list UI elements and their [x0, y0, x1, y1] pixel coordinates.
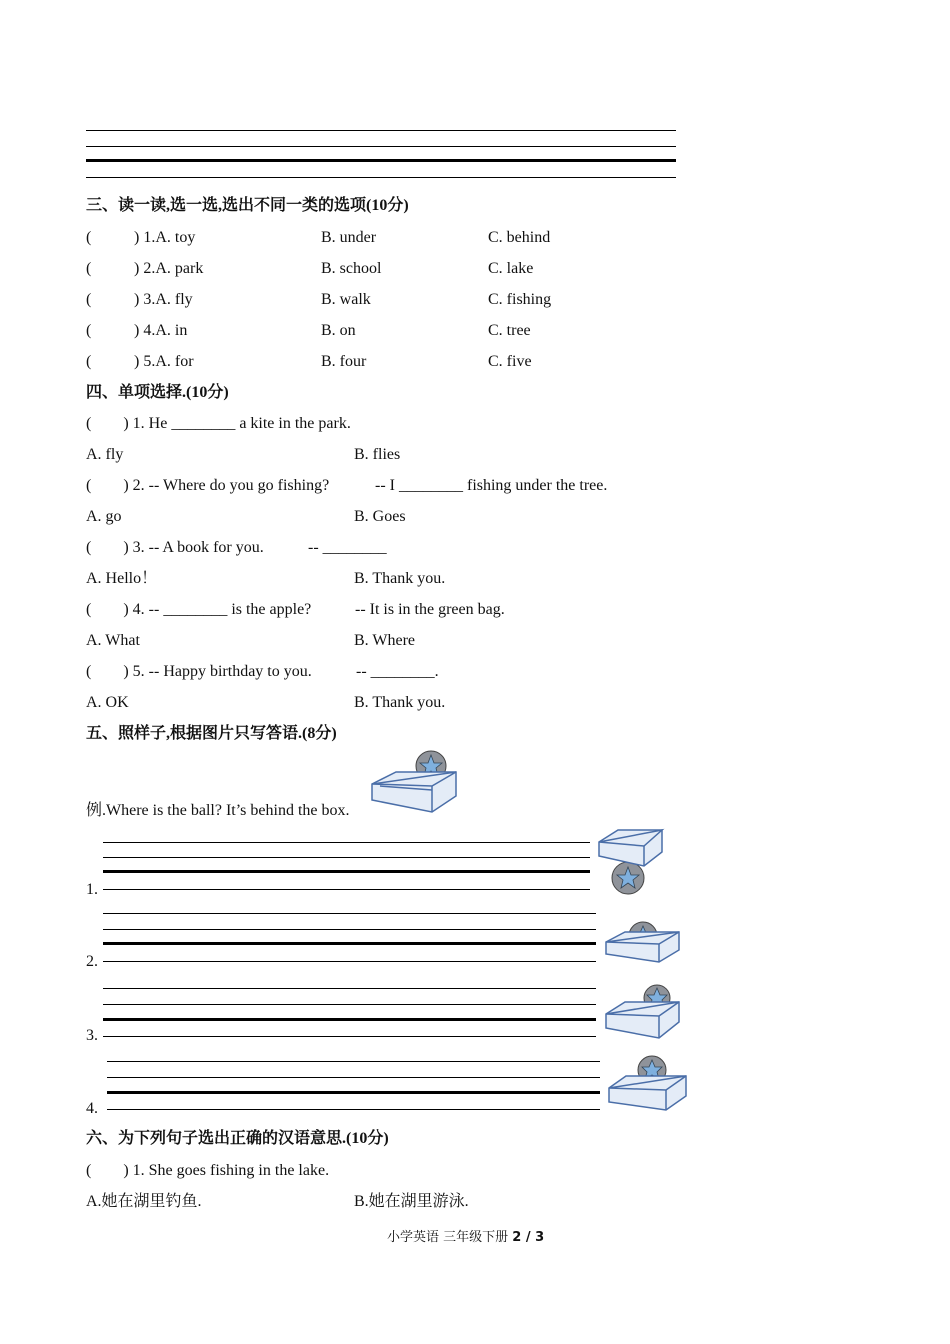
option-a: ) 3.A. fly [134, 291, 193, 308]
footer-label: 小学英语 三年级下册 [387, 1230, 513, 1245]
writing-line [107, 1061, 600, 1062]
choice-a: A. Hello！ [86, 570, 158, 587]
item-number-4: 4. [86, 1100, 98, 1117]
answer-paren[interactable]: ( [86, 229, 92, 246]
question-5: ( ) 5. -- Happy birthday to you. [86, 663, 312, 680]
ball-on-box-image [606, 1054, 690, 1114]
option-c: C. fishing [488, 291, 552, 308]
option-b: B. on [321, 322, 356, 339]
answer-paren[interactable]: ( [86, 291, 92, 308]
writing-line [103, 988, 596, 989]
option-c: C. tree [488, 322, 531, 339]
choice-b: B. flies [354, 446, 401, 463]
item-number-3: 3. [86, 1027, 98, 1044]
choice-a: A. What [86, 632, 140, 649]
option-a: ) 4.A. in [134, 322, 188, 339]
writing-line [103, 913, 596, 914]
question-5-reply: -- ________. [356, 663, 439, 680]
choice-b: B. Thank you. [354, 694, 446, 711]
choice-b: B. Goes [354, 508, 406, 525]
option-b: B. walk [321, 291, 371, 308]
writing-line [86, 146, 676, 147]
item-number-2: 2. [86, 953, 98, 970]
choice-a: A. fly [86, 446, 124, 463]
writing-line [86, 130, 676, 131]
ball-behind-box-image [603, 984, 683, 1042]
answer-paren[interactable]: ( [86, 322, 92, 339]
writing-line[interactable] [103, 942, 596, 945]
writing-line [86, 177, 676, 178]
writing-line [86, 159, 676, 162]
writing-line[interactable] [103, 1018, 596, 1021]
question-1: ( ) 1. He ________ a kite in the park. [86, 415, 351, 432]
writing-line [103, 961, 596, 962]
writing-line [103, 889, 590, 890]
choice-b: B.她在湖里游泳. [354, 1193, 469, 1210]
option-a: ) 2.A. park [134, 260, 204, 277]
item-number-1: 1. [86, 881, 98, 898]
question-4-reply: -- It is in the green bag. [355, 601, 505, 618]
answer-paren[interactable]: ( [86, 353, 92, 370]
question-2-reply: -- I ________ fishing under the tree. [375, 477, 608, 494]
option-c: C. five [488, 353, 532, 370]
option-b: B. under [321, 229, 377, 246]
choice-b: B. Where [354, 632, 416, 649]
question-3: ( ) 3. -- A book for you. [86, 539, 264, 556]
writing-line [103, 1036, 596, 1037]
writing-line [103, 1004, 596, 1005]
choice-a: A. OK [86, 694, 129, 711]
question-3-reply: -- ________ [308, 539, 387, 556]
writing-line[interactable] [107, 1091, 600, 1094]
question-1: ( ) 1. She goes fishing in the lake. [86, 1162, 330, 1179]
option-b: B. four [321, 353, 367, 370]
writing-line [103, 842, 590, 843]
answer-paren[interactable]: ( [86, 260, 92, 277]
section6-title: 六、为下列句子选出正确的汉语意思.(10分) [86, 1130, 389, 1147]
writing-line [103, 929, 596, 930]
example-sentence: 例.Where is the ball? It’s behind the box. [86, 802, 350, 819]
writing-line [107, 1077, 600, 1078]
section3-title: 三、读一读,选一选,选出不同一类的选项(10分) [86, 197, 409, 214]
ball-behind-box-image [368, 750, 460, 818]
writing-line[interactable] [103, 870, 590, 873]
page-footer [387, 1226, 544, 1245]
writing-line [103, 857, 590, 858]
option-a: ) 5.A. for [134, 353, 194, 370]
ball-in-box-image [603, 920, 683, 964]
section5-title: 五、照样子,根据图片只写答语.(8分) [86, 725, 337, 742]
question-4: ( ) 4. -- ________ is the apple? [86, 601, 312, 618]
question-2: ( ) 2. -- Where do you go fishing? [86, 477, 330, 494]
choice-b: B. Thank you. [354, 570, 446, 587]
option-b: B. school [321, 260, 382, 277]
choice-a: A.她在湖里钓鱼. [86, 1193, 202, 1210]
ball-under-box-image [596, 826, 668, 896]
option-a: ) 1.A. toy [134, 229, 196, 246]
page-number: 2 / 3 [512, 1230, 545, 1245]
choice-a: A. go [86, 508, 122, 525]
section4-title: 四、单项选择.(10分) [86, 384, 229, 401]
writing-line [107, 1109, 600, 1110]
option-c: C. lake [488, 260, 534, 277]
option-c: C. behind [488, 229, 551, 246]
